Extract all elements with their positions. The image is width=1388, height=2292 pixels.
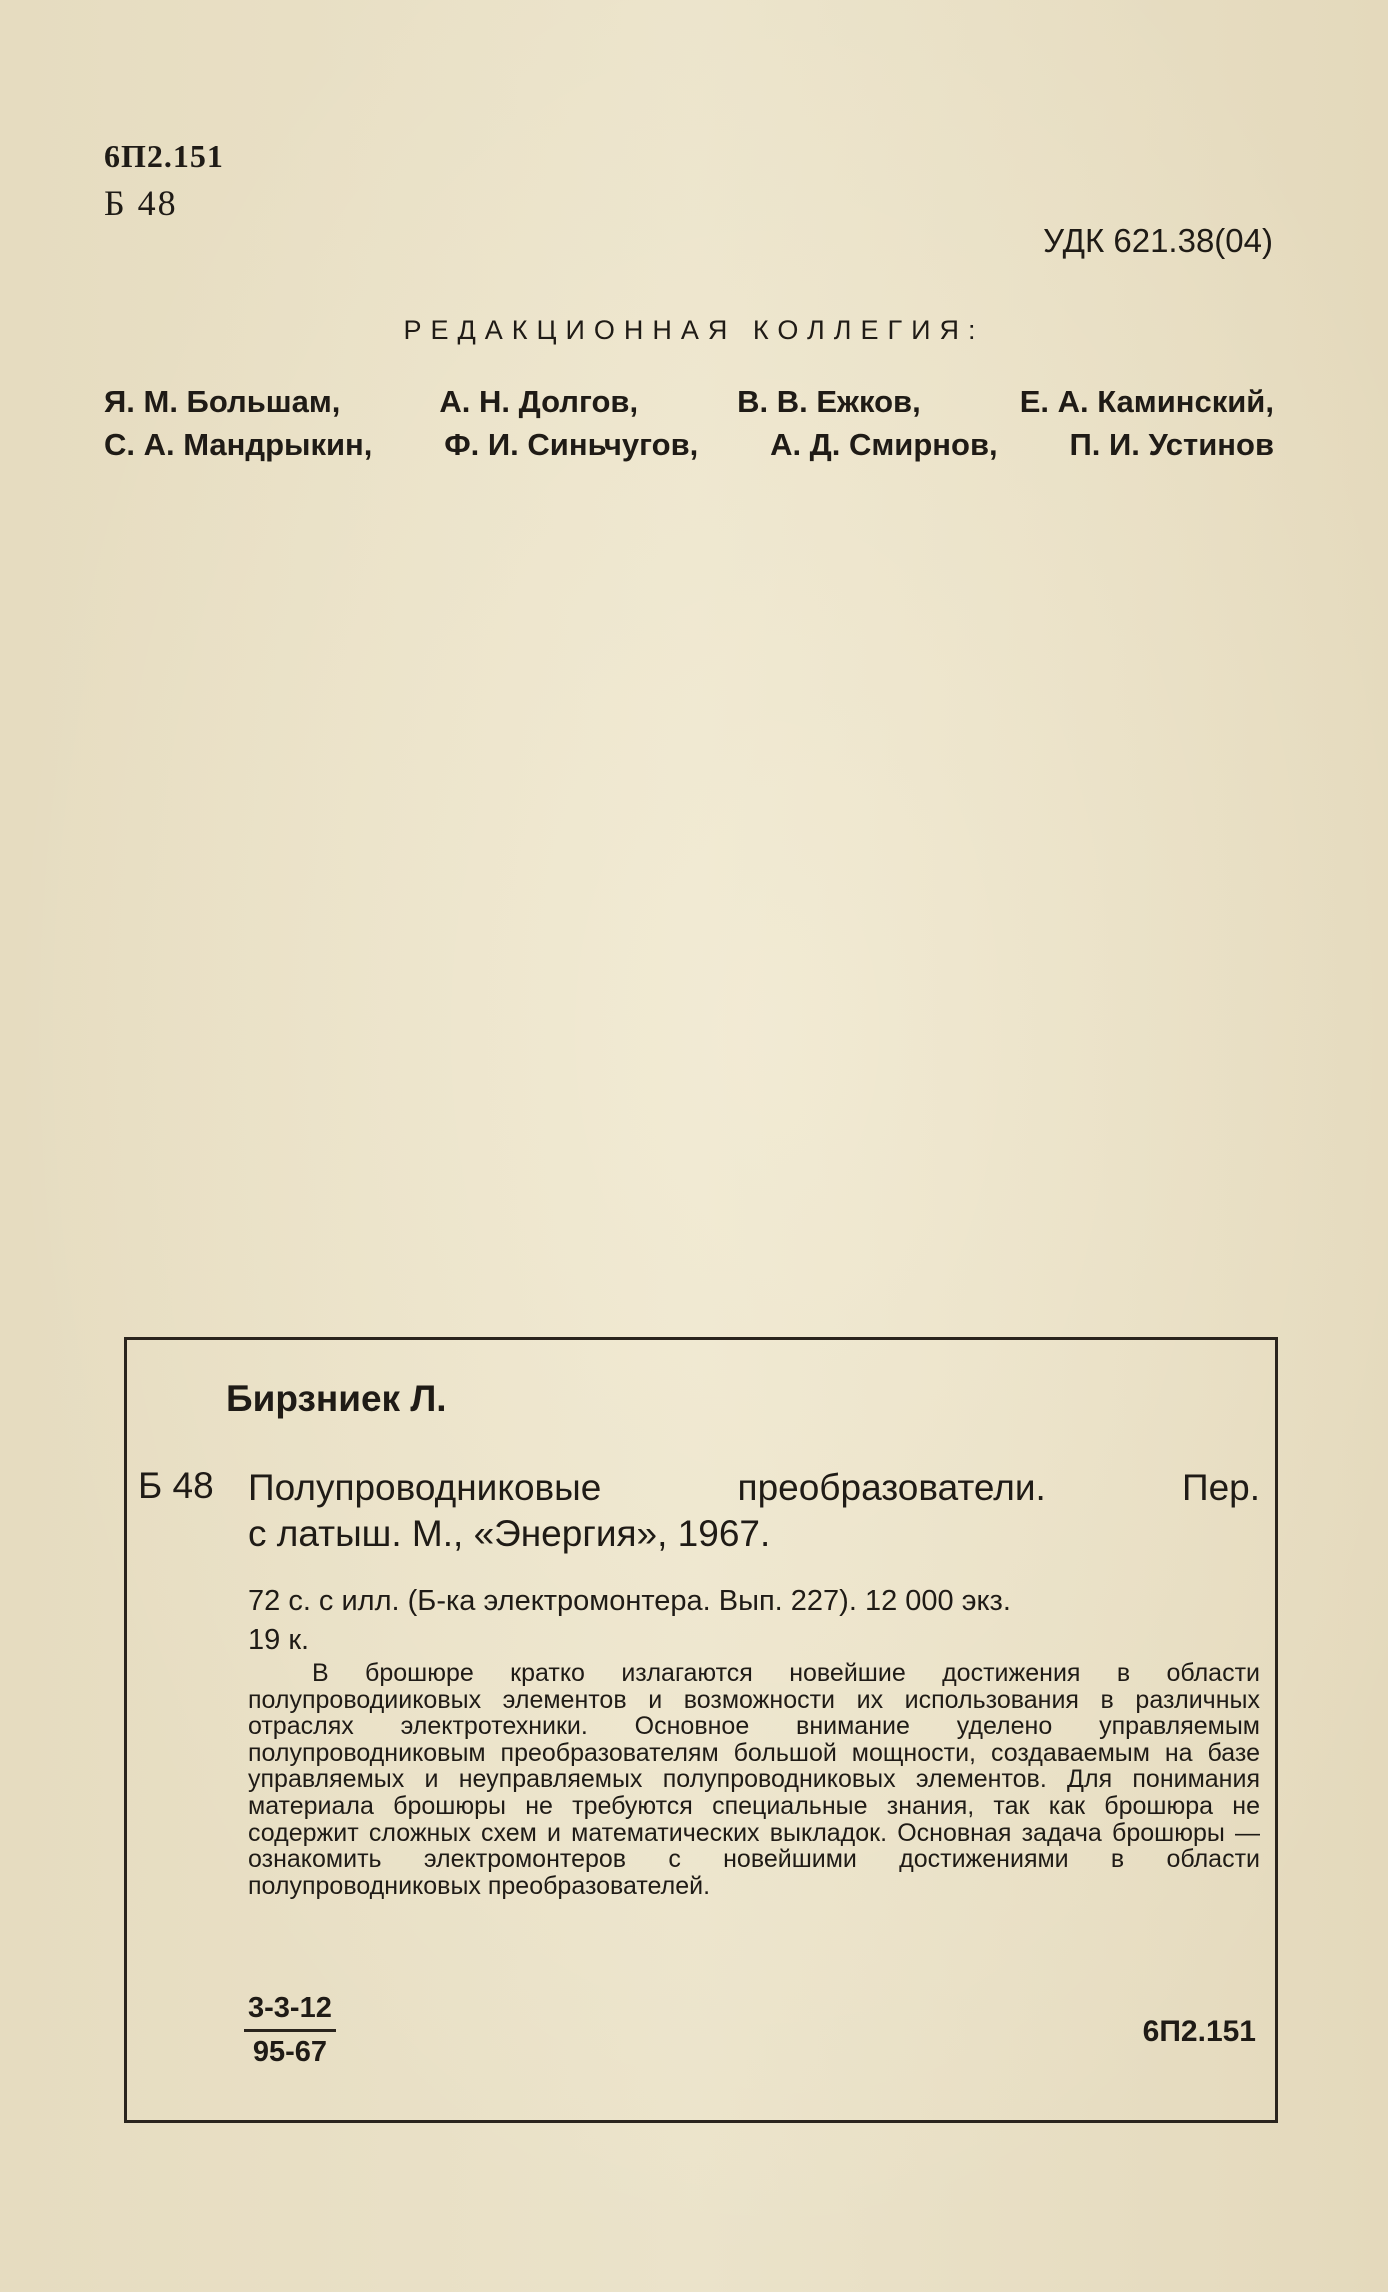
card-bbk-code: 6П2.151 — [1142, 2015, 1256, 2048]
title-word: Пер. — [1181, 1467, 1260, 1508]
card-title-line-2: с латыш. М., «Энергия», 1967. — [248, 1513, 771, 1554]
board-line-2 — [104, 423, 1274, 466]
card-author: Бирзниек Л. — [226, 1378, 447, 1419]
board-member: В. В. Ежков, — [737, 384, 921, 419]
bbk-code: 6П2.151 — [104, 138, 224, 174]
editorial-board-names — [104, 380, 1274, 466]
author-mark: Б 48 — [104, 183, 178, 223]
title-word: Полупроводниковые — [248, 1467, 602, 1508]
card-author-mark: Б 48 — [138, 1465, 214, 1506]
board-member: Е. А. Каминский, — [1019, 384, 1274, 419]
board-member: Я. М. Большам, — [104, 384, 341, 419]
title-word: преобразователи. — [737, 1467, 1046, 1508]
imprint-line-1: 72 с. с илл. (Б-ка электромонтера. Вып. 227). 12 000 экз. — [248, 1585, 1011, 1617]
board-member: П. И. Устинов — [1069, 427, 1274, 462]
board-line-1 — [104, 380, 1274, 423]
fraction-numerator: 3-3-12 — [244, 1992, 336, 2032]
editorial-board-title: РЕДАКЦИОННАЯ КОЛЛЕГИЯ: — [403, 315, 985, 345]
card-title — [248, 1465, 1260, 1557]
index-fraction — [244, 1992, 336, 2069]
card-imprint — [248, 1582, 1260, 1660]
board-member: А. Н. Долгов, — [439, 384, 639, 419]
imprint-line-2: 19 к. — [248, 1624, 310, 1656]
card-abstract: В брошюре кратко излагаются новейшие достижения в области полупроводииковых элементов и возможности их использования в различных отраслях электротехники. Основное внимание уделено управляемым полупроводниковым преобразователям большой мощности, создаваемым на базе управляемых и неуправляемых полупроводниковых элементов. Для понимания материала брошюры не требуются специальные знания, так как брошюра не содержит сложных схем и математических выкладок. Основная задача брошюры — ознакомить электромонтеров с новейшими достижениями в области полупроводниковых преобразователей. — [248, 1659, 1260, 1900]
board-member: А. Д. Смирнов, — [770, 427, 998, 462]
fraction-denominator: 95-67 — [252, 2036, 327, 2068]
card-title-line-1 — [248, 1465, 1260, 1511]
board-member: С. А. Мандрыкин, — [104, 427, 373, 462]
board-member: Ф. И. Синьчугов, — [444, 427, 699, 462]
udk-code: УДК 621.38(04) — [1043, 222, 1273, 259]
